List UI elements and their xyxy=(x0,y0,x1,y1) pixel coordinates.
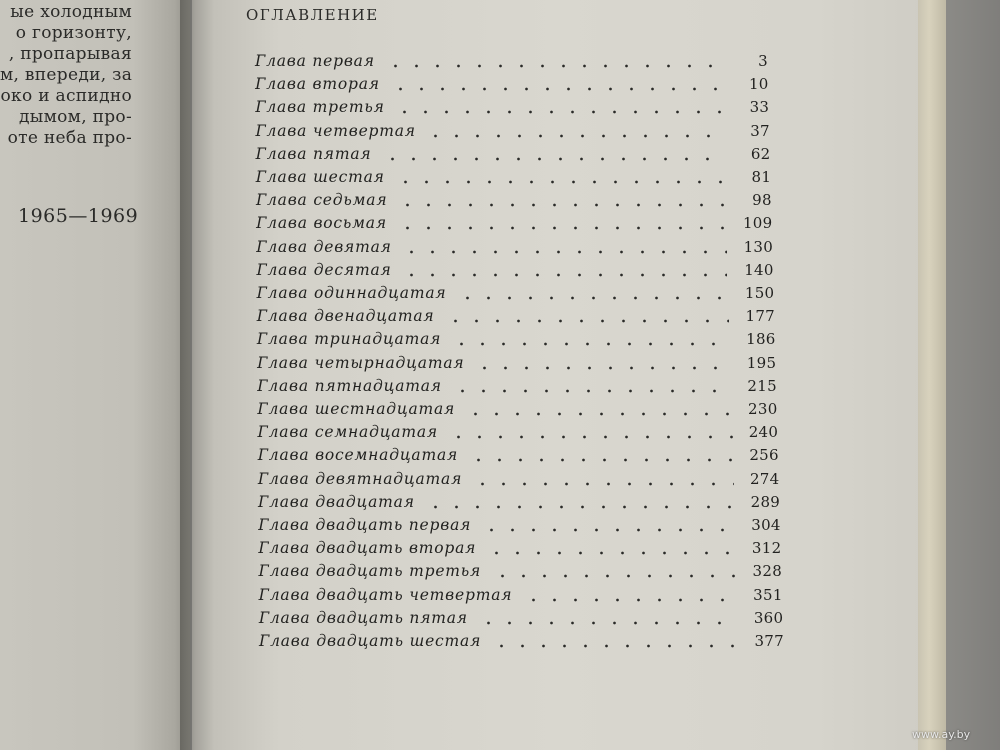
toc-entry-page: 195 xyxy=(746,353,777,372)
toc-entry xyxy=(258,492,781,513)
toc-entry-label: Глава четырнадцатая xyxy=(257,353,465,372)
toc-entry-page: 230 xyxy=(748,400,778,418)
toc-entry xyxy=(256,261,776,281)
toc-entry-label: Глава семнадцатая xyxy=(257,423,438,442)
toc-entry xyxy=(257,307,777,327)
toc-entry-label: Глава пятнадцатая xyxy=(257,376,442,395)
toc-entry xyxy=(256,145,776,165)
toc-entry xyxy=(258,516,781,536)
toc-entry xyxy=(257,377,777,397)
toc-entry-page: 177 xyxy=(745,307,776,326)
toc-entry-label: Глава тринадцатая xyxy=(256,330,442,349)
toc-leader-dots xyxy=(425,122,723,142)
toc-entry-label: Глава четвертая xyxy=(255,121,416,140)
left-page xyxy=(0,0,190,750)
toc-leader-dots xyxy=(472,470,734,490)
toc-leader-dots xyxy=(474,354,730,374)
toc-entry-label: Глава двадцать третья xyxy=(258,562,482,581)
toc-entry xyxy=(258,470,778,490)
toc-leader-dots xyxy=(523,586,737,606)
toc-entry-label: Глава двадцать вторая xyxy=(258,539,477,558)
toc-entry-page: 289 xyxy=(750,492,781,511)
toc-entry-page: 328 xyxy=(752,562,783,581)
toc-entry-page: 130 xyxy=(743,237,774,256)
toc-entry xyxy=(255,122,775,142)
toc-leader-dots xyxy=(382,145,725,165)
toc-entry xyxy=(256,238,776,258)
toc-entry-label: Глава первая xyxy=(255,52,375,70)
toc-entry-label: Глава шестая xyxy=(255,168,385,186)
toc-entry-page: 351 xyxy=(753,585,783,604)
toc-entry-page: 150 xyxy=(744,284,775,302)
toc-entry-label: Глава третья xyxy=(255,98,385,117)
toc-leader-dots xyxy=(445,307,729,327)
gutter-shadow xyxy=(180,0,214,750)
toc-leader-dots xyxy=(486,539,735,559)
toc-entry xyxy=(259,632,784,652)
toc-leader-dots xyxy=(457,284,729,304)
toc-entry-page: 81 xyxy=(751,168,772,186)
toc-entry-label: Глава восьмая xyxy=(256,214,387,233)
toc-entry-page: 304 xyxy=(751,516,781,534)
toc-entry-page: 256 xyxy=(749,446,779,465)
toc-entry-page: 360 xyxy=(753,608,784,627)
left-page-line: м, впереди, за xyxy=(0,65,133,85)
toc-entry-page: 62 xyxy=(750,144,771,163)
toc-entry-label: Глава двенадцатая xyxy=(256,307,435,326)
toc-leader-dots xyxy=(385,52,722,72)
toc-entry-page: 33 xyxy=(749,98,770,117)
toc-entry-label: Глава девятнадцатая xyxy=(257,469,463,488)
toc-entry-label: Глава вторая xyxy=(255,75,380,94)
toc-entry-page: 10 xyxy=(748,75,769,94)
toc-entry xyxy=(255,75,775,95)
toc-entry xyxy=(258,608,784,629)
toc-entry-label: Глава двадцатая xyxy=(258,492,415,511)
toc-entry-page: 377 xyxy=(754,632,784,650)
toc-entry-label: Глава двадцать шестая xyxy=(259,632,482,650)
toc-leader-dots xyxy=(451,330,730,350)
toc-leader-dots xyxy=(401,238,727,258)
toc-entry xyxy=(257,330,777,350)
toc-entry-label: Глава одиннадцатая xyxy=(256,284,447,302)
toc-entry xyxy=(258,585,783,606)
toc-leader-dots xyxy=(394,98,723,118)
toc-entry xyxy=(257,284,777,304)
toc-leader-dots xyxy=(397,214,726,234)
page-edge xyxy=(918,0,946,750)
left-page-line: , пропарывая xyxy=(8,44,132,64)
toc-leader-dots xyxy=(397,191,726,211)
toc-leader-dots xyxy=(468,446,733,466)
toc-entry xyxy=(255,52,775,72)
toc-leader-dots xyxy=(478,609,738,629)
toc-entry-label: Глава двадцать пятая xyxy=(258,608,468,627)
toc-entry-page: 312 xyxy=(751,539,782,558)
toc-entry-label: Глава восемнадцатая xyxy=(257,446,459,465)
left-page-line: оте неба про- xyxy=(7,128,132,148)
toc-title: ОГЛАВЛЕНИЕ xyxy=(246,6,379,24)
left-page-date: 1965—1969 xyxy=(18,205,139,227)
toc-leader-dots xyxy=(491,632,738,652)
left-page-line: о горизонту, xyxy=(15,23,132,43)
left-page-line: око и аспидно xyxy=(0,86,132,106)
toc-leader-dots xyxy=(465,400,731,420)
toc-entry xyxy=(256,168,776,188)
toc-entry xyxy=(256,191,776,211)
watermark: www.ay.by xyxy=(912,728,971,741)
toc-entry-page: 109 xyxy=(742,214,773,233)
toc-leader-dots xyxy=(452,377,731,397)
toc-entry-label: Глава шестнадцатая xyxy=(257,400,456,418)
toc-entry xyxy=(258,423,778,443)
toc-entry-label: Глава двадцать первая xyxy=(258,516,472,534)
toc-leader-dots xyxy=(390,75,722,95)
toc-leader-dots xyxy=(448,423,733,443)
toc-leader-dots xyxy=(481,516,735,536)
toc-entry xyxy=(257,400,777,420)
toc-entry-label: Глава десятая xyxy=(256,260,392,279)
toc-entry-page: 37 xyxy=(750,121,770,140)
toc-entry-page: 98 xyxy=(752,191,772,210)
toc-entry-label: Глава седьмая xyxy=(255,191,388,210)
toc-entry-page: 186 xyxy=(746,330,776,349)
toc-entry-label: Глава двадцать четвертая xyxy=(258,585,513,604)
toc-entry-page: 3 xyxy=(758,52,768,70)
toc-entry-label: Глава девятая xyxy=(256,237,392,256)
toc-entry xyxy=(255,98,775,118)
toc-entry-page: 240 xyxy=(748,423,779,442)
toc-entry-label: Глава пятая xyxy=(255,144,372,163)
toc-entry-page: 274 xyxy=(749,469,780,488)
toc-leader-dots xyxy=(401,261,727,281)
toc-entry xyxy=(257,354,777,374)
toc-entry-page: 215 xyxy=(747,376,777,395)
toc-entry xyxy=(258,562,783,582)
toc-leader-dots xyxy=(425,493,734,513)
toc-leader-dots xyxy=(492,562,737,582)
toc-entry xyxy=(256,214,776,234)
toc-leader-dots xyxy=(395,168,725,188)
toc-entry xyxy=(258,539,782,559)
toc-entry xyxy=(258,446,778,466)
left-page-line: ые холодным xyxy=(10,2,132,22)
toc-entry-page: 140 xyxy=(744,260,774,279)
left-page-line: дымом, про- xyxy=(19,107,132,127)
